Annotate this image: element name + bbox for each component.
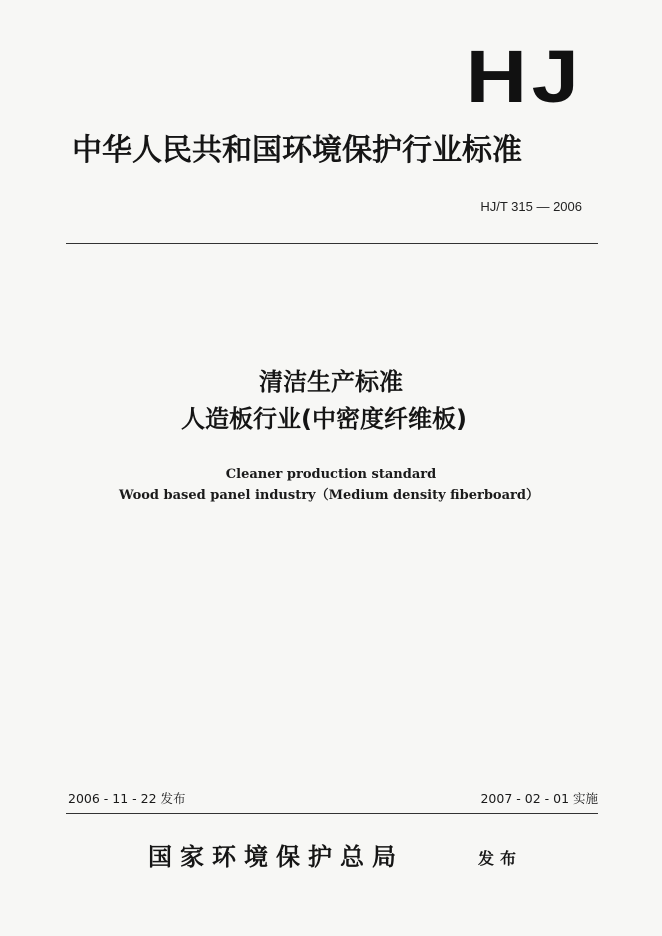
standard-code: HJ/T 315 — 2006 xyxy=(480,199,582,214)
title-cn-line2: 人造板行业(中密度纤维板) xyxy=(181,405,467,433)
hj-logo: HJ xyxy=(465,35,584,118)
publisher-name: 国家环境保护总局 xyxy=(148,842,404,871)
bottom-divider xyxy=(66,813,598,814)
issue-date: 2006 - 11 - 22 发布 xyxy=(68,791,186,806)
implementation-date: 2007 - 02 - 01 实施 xyxy=(480,791,598,806)
top-divider xyxy=(66,243,598,244)
org-title: 中华人民共和国环境保护行业标准 xyxy=(72,133,522,168)
publish-label: 发布 xyxy=(478,849,523,868)
title-en-line2: Wood based panel industry（Medium density fiberboard） xyxy=(119,488,539,503)
title-en-line1: Cleaner production standard xyxy=(225,467,437,482)
title-cn-line1: 清洁生产标准 xyxy=(259,368,403,396)
